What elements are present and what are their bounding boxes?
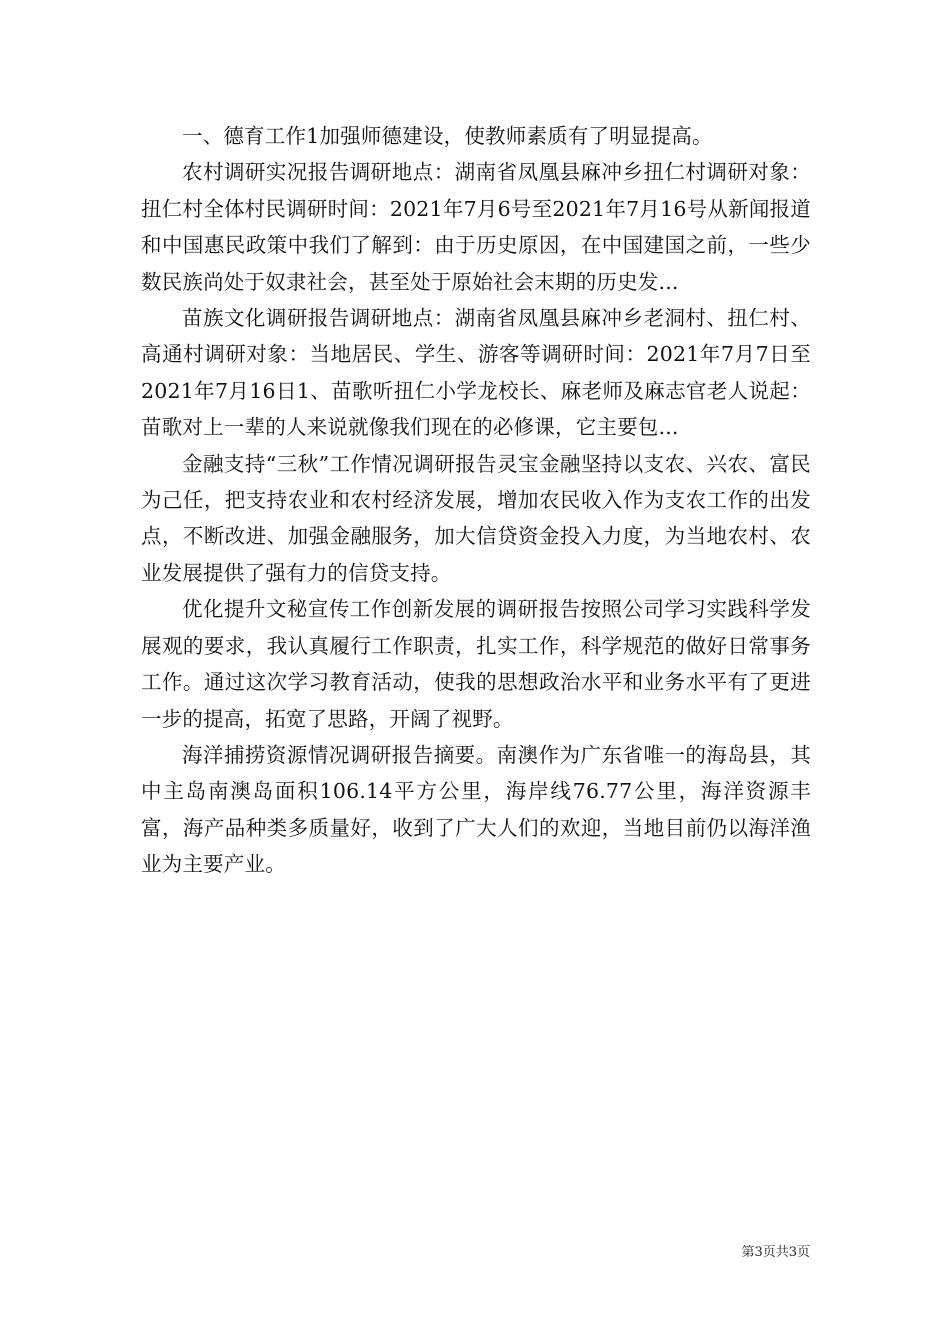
- paragraph-finance-support: 金融支持“三秋”工作情况调研报告灵宝金融坚持以支农、兴农、富民为己任，把支持农业和农村经济发展，增加农民收入作为支农工作的出发点，不断改进、加强金融服务，加大信贷资金投入力度，为当地农村、农业发展提供了强有力的信贷支持。: [141, 451, 811, 585]
- page-number: 第3页共3页: [741, 1245, 810, 1260]
- paragraph-rural-survey: 农村调研实况报告调研地点：湖南省凤凰县麻冲乡扭仁村调研对象：扭仁村全体村民调研时间：2021年7月6号至2021年7月16号从新闻报道和中国惠民政策中我们了解到：由于历史原因，在中国建国之前，一些少数民族尚处于奴隶社会，甚至处于原始社会末期的历史发...: [141, 160, 811, 294]
- document-body: [141, 118, 811, 883]
- paragraph-secretarial-work: 优化提升文秘宣传工作创新发展的调研报告按照公司学习实践科学发展观的要求，我认真履行工作职责，扎实工作，科学规范的做好日常事务工作。通过这次学习教育活动，使我的思想政治水平和业务水平有了更进一步的提高，拓宽了思路，开阔了视野。: [141, 597, 811, 731]
- paragraph-moral-education: 一、德育工作1加强师德建设，使教师素质有了明显提高。: [182, 124, 713, 148]
- paragraph-marine-fishing: 海洋捕捞资源情况调研报告摘要。南澳作为广东省唯一的海岛县，其中主岛南澳岛面积106.14平方公里，海岸线76.77公里，海洋资源丰富，海产品种类多质量好，收到了广大人们的欢迎，当地目前仍以海洋渔业为主要产业。: [141, 742, 811, 877]
- paragraph-miao-culture: 苗族文化调研报告调研地点：湖南省凤凰县麻冲乡老洞村、扭仁村、高通村调研对象：当地居民、学生、游客等调研时间：2021年7月7日至2021年7月16日1、苗歌听扭仁小学龙校长、麻老师及麻志官老人说起：苗歌对上一辈的人来说就像我们现在的必修课，它主要包...: [141, 306, 811, 440]
